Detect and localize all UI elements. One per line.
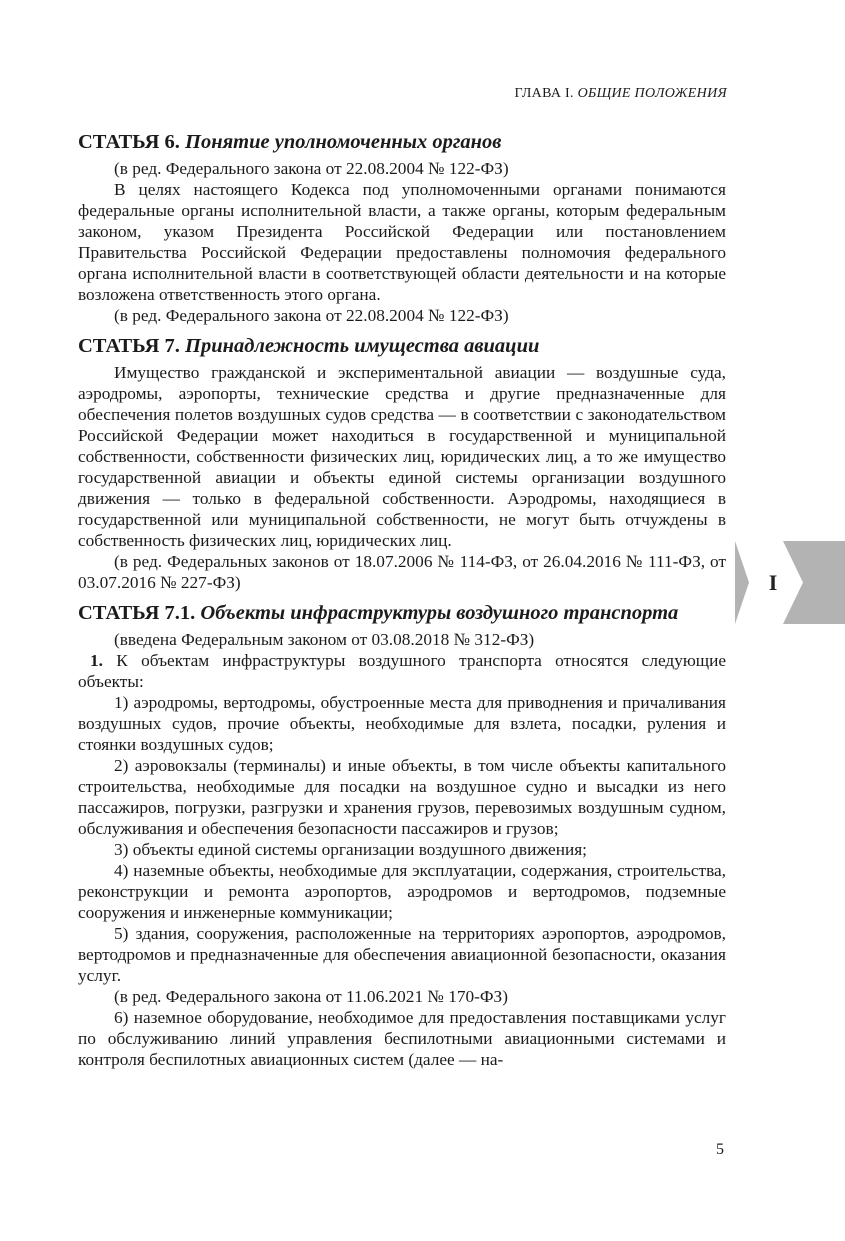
article-7-title: Принадлежность имущества авиации xyxy=(185,335,540,357)
chapter-tab xyxy=(735,541,845,624)
list-item: 5) здания, сооружения, расположенные на территориях аэропортов, аэродромов, вертодромов и предназначенные для обеспечения авиационной безопасности, оказания услуг. xyxy=(78,924,726,985)
article-7-heading xyxy=(78,334,726,358)
article-6-amendment-2: (в ред. Федерального закона от 22.08.2004 № 122-ФЗ) xyxy=(114,306,509,325)
point-number: 1. xyxy=(90,651,103,670)
article-7-text: Имущество гражданской и экспериментальной авиации — воздушные суда, аэродромы, аэропорты, технические средства и другие предназначенные для обеспечения полетов воздушных судов средства — в соответствии с законодательством Российской Федерации может находиться в государственной и муниципальной собственности, собственности физических лиц, юридических лиц, а то же имущество государственной авиации и объекты единой системы организации воздушного движения — только в федеральной собственности. Аэродромы, находящиеся в государственной или муниципальной собственности, не могут быть отчуждены в собственность физических лиц, юридических лиц. xyxy=(78,363,726,550)
article-7-amendment: (в ред. Федеральных законов от 18.07.2006 № 114-ФЗ, от 26.04.2016 № 111-ФЗ, от 03.07.2016 № 227-ФЗ) xyxy=(78,552,726,592)
list-item: 4) наземные объекты, необходимые для эксплуатации, содержания, строительства, реконструкции и ремонта аэропортов, аэродромов и вертодромов, подземные сооружения и инженерные коммуникации; xyxy=(78,861,726,922)
article-7-1-intro: (введена Федеральным законом от 03.08.2018 № 312-ФЗ) xyxy=(114,630,535,649)
list-amendment: (в ред. Федерального закона от 11.06.2021 № 170-ФЗ) xyxy=(114,987,508,1006)
list-item: 6) наземное оборудование, необходимое для предоставления поставщиками услуг по обслуживанию линий управления беспилотными авиационными системами и контроля беспилотных авиационных систем (далее — на- xyxy=(78,1008,726,1069)
page-number: 5 xyxy=(716,1141,724,1158)
article-6-heading xyxy=(78,130,726,154)
article-7-1-label: СТАТЬЯ 7.1. xyxy=(78,602,196,624)
list-item: 1) аэродромы, вертодромы, обустроенные места для приводнения и причаливания воздушных судов, прочие объекты, необходимые для взлета, посадки, руления и стоянки воздушных судов; xyxy=(78,693,726,754)
article-6-text: В целях настоящего Кодекса под уполномоченными органами понимаются федеральные органы исполнительной власти, а также органы, которым федеральным законом, указом Президента Российской Федерации или постановлением Правительства Российской Федерации предоставлены полномочия федерального органа исполнительной власти в соответствующей области деятельности и на которые возложена ответственность этого органа. xyxy=(78,180,726,304)
article-6-amendment: (в ред. Федерального закона от 22.08.2004 № 122-ФЗ) xyxy=(114,159,509,178)
article-7-1-title: Объекты инфраструктуры воздушного транспорта xyxy=(200,602,679,624)
article-7-1-heading xyxy=(78,601,726,625)
article-7-1-point-1 xyxy=(78,650,726,692)
running-header xyxy=(515,86,727,102)
point-text: К объектам инфраструктуры воздушного транспорта относятся следующие объекты: xyxy=(78,651,726,691)
article-6-title: Понятие уполномоченных органов xyxy=(185,131,502,153)
list-item: 3) объекты единой системы организации воздушного движения; xyxy=(114,840,587,859)
article-7-label: СТАТЬЯ 7. xyxy=(78,335,180,357)
chapter-title: ОБЩИЕ ПОЛОЖЕНИЯ xyxy=(577,86,727,101)
article-6-label: СТАТЬЯ 6. xyxy=(78,131,180,153)
list-item: 2) аэровокзалы (терминалы) и иные объекты, в том числе объекты капитального строительства, необходимые для посадки на воздушное судно и высадки из него пассажиров, погрузки, разгрузки и хранения грузов, перевозимых воздушным судном, обслуживания и обеспечения безопасности пассажиров и грузов; xyxy=(78,756,726,838)
chapter-tab-label: I xyxy=(768,569,778,595)
chapter-label: ГЛАВА I. xyxy=(514,86,574,101)
page-body xyxy=(78,124,726,1070)
